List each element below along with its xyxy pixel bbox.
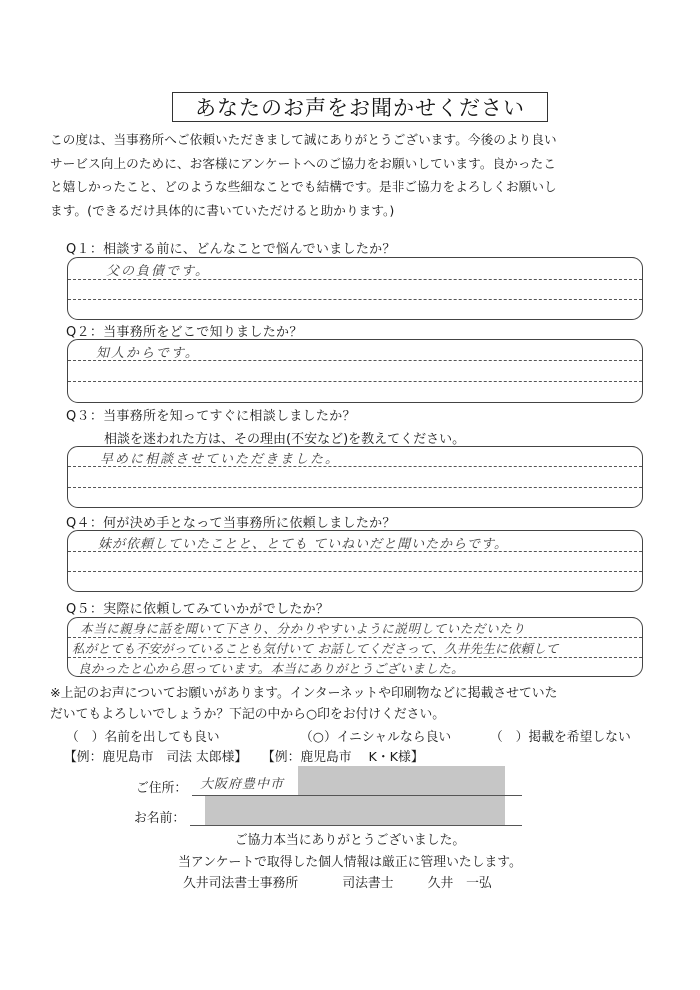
option-initials-ok[interactable] xyxy=(300,726,451,745)
answer-text: 私がとても不安がっていることも気付いて お話してくださって、久井先生に依頼して xyxy=(72,641,559,656)
address-redaction xyxy=(298,766,505,795)
question-5-answer-box[interactable] xyxy=(67,617,643,677)
option-label: イニシャルなら良い xyxy=(336,730,452,745)
address-value: 大阪府豊中市 xyxy=(200,777,285,792)
intro-line: ます。(できるだけ具体的に書いていただけると助かります。) xyxy=(50,202,395,218)
footer-privacy: 当アンケートで取得した個人情報は厳正に管理いたします。 xyxy=(178,855,522,870)
question-4-answer-box[interactable] xyxy=(67,530,643,592)
question-3-answer-box[interactable] xyxy=(67,446,643,508)
example-initials: 【例：鹿児島市 K・K様】 xyxy=(262,750,424,765)
address-label: ご住所： xyxy=(136,781,188,796)
office-person: 久井 一弘 xyxy=(427,876,492,891)
question-2-answer-box[interactable] xyxy=(67,339,643,403)
publish-notice xyxy=(50,683,670,725)
office-title: 司法書士 xyxy=(342,876,394,891)
footer-signature xyxy=(183,872,492,891)
page-title: あなたのお声をお聞かせください xyxy=(172,92,548,122)
answer-text: 良かったと心から思っています。本当にありがとうございました。 xyxy=(78,661,465,676)
option-name-ok[interactable] xyxy=(66,726,220,745)
intro-line: サービス向上のために、お客様にアンケートへのご協力をお願いしています。良かったこ xyxy=(50,155,556,171)
name-label: お名前： xyxy=(134,811,186,826)
intro-text xyxy=(50,128,660,222)
option-label: 掲載を希望しない xyxy=(528,730,631,745)
answer-text: 知人からです。 xyxy=(96,346,200,361)
footer-thanks: ご協力本当にありがとうございました。 xyxy=(234,833,466,848)
question-1-answer-box[interactable] xyxy=(67,257,643,320)
question-4-label: Q４：何が決め手となって当事務所に依頼しましたか？ xyxy=(66,516,396,531)
option-no-publish[interactable] xyxy=(490,726,631,745)
question-3-sub-label: 相談を迷われた方は、その理由(不安など)を教えてください。 xyxy=(104,432,466,447)
question-2-label: Q２：当事務所をどこで知りましたか？ xyxy=(66,325,303,340)
answer-text: 妹が依頼していたことと、とても ていねいだと聞いたからです。 xyxy=(98,537,508,552)
option-checkbox-selected[interactable]: （○） xyxy=(300,730,337,745)
answer-text: 早めに相談させていただきました。 xyxy=(100,452,341,467)
option-checkbox[interactable]: （ ） xyxy=(490,730,529,745)
question-1-label: Q１：相談する前に、どんなことで悩んでいましたか？ xyxy=(66,242,396,257)
option-checkbox[interactable]: （ ） xyxy=(66,730,105,745)
notice-line: だいてもよろしいでしょうか？下記の中から○印をお付けください。 xyxy=(50,707,446,722)
name-field[interactable] xyxy=(190,825,522,826)
answer-text: 父の負債です。 xyxy=(106,264,210,279)
office-name: 久井司法書士事務所 xyxy=(183,876,299,891)
notice-line: ※上記のお声についてお願いがあります。インターネットや印刷物などに掲載させていた xyxy=(50,686,558,701)
option-label: 名前を出しても良い xyxy=(104,730,220,745)
intro-line: と嬉しかったこと、どのような些細なことでも結構です。是非ご協力をよろしくお願いし xyxy=(50,179,557,194)
question-5-label: Q５：実際に依頼してみていかがでしたか？ xyxy=(66,602,330,617)
intro-line: この度は、当事務所へご依頼いただきまして誠にありがとうございます。今後のより良い xyxy=(50,132,557,147)
name-redaction xyxy=(205,796,505,825)
example-name: 【例：鹿児島市 司法 太郎様】 xyxy=(64,750,248,765)
question-3-label: Q３：当事務所を知ってすぐに相談しましたか？ xyxy=(66,409,356,424)
answer-text: 本当に親身に話を聞いて下さり、分かりやすいように説明していただいたり xyxy=(80,621,526,636)
